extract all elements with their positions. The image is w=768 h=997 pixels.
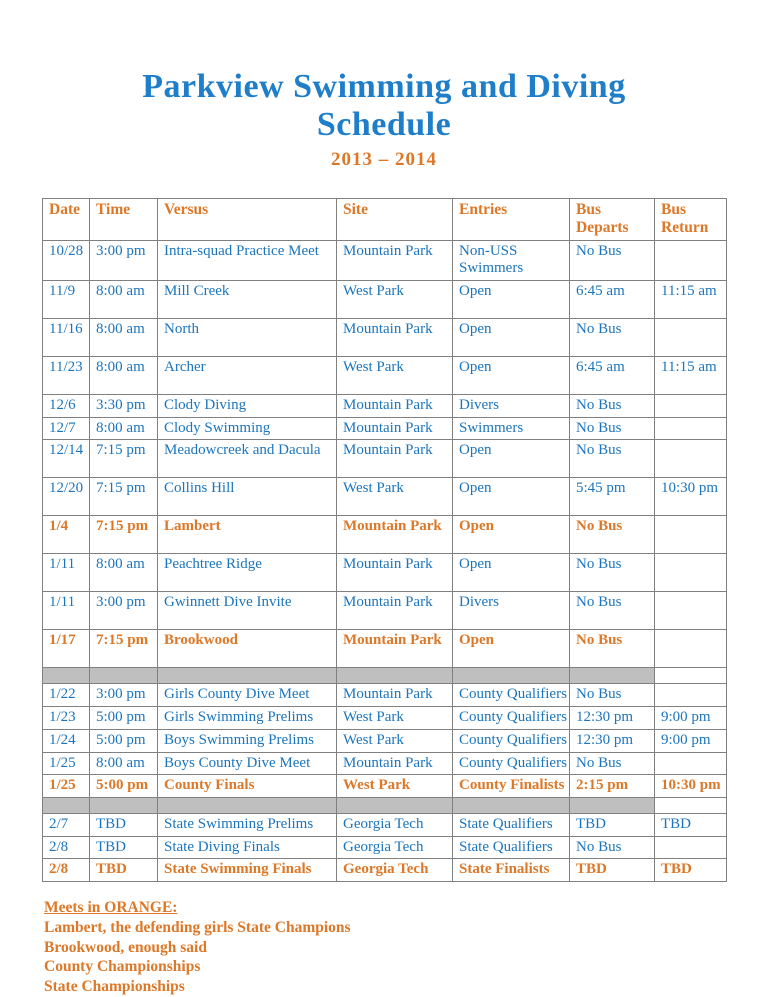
table-cell: Mountain Park [337,752,453,775]
table-cell: State Swimming Prelims [158,813,337,836]
table-cell: Open [453,440,570,478]
table-cell [158,668,337,684]
table-row [43,417,727,440]
column-header: Entries [453,199,570,241]
notes-line: State Championships [44,978,185,996]
table-row [43,729,727,752]
column-header: Time [90,199,158,241]
table-cell: Collins Hill [158,478,337,516]
table-cell: No Bus [570,630,655,668]
table-cell [453,668,570,684]
table-cell: Open [453,516,570,554]
table-cell: Non-USS Swimmers [453,240,570,280]
table-cell [655,684,727,707]
table-cell: 7:15 pm [90,478,158,516]
separator-row [43,797,727,813]
table-row [43,281,727,319]
notes-lines [44,918,768,997]
table-cell: Mountain Park [337,395,453,418]
page-title-line1: Parkview Swimming and Diving [142,68,626,105]
table-cell: 8:00 am [90,752,158,775]
table-cell: TBD [570,813,655,836]
table-cell: 1/24 [43,729,90,752]
column-header: Bus Return [655,199,727,241]
table-body [43,240,727,881]
table-cell: No Bus [570,440,655,478]
table-cell: 11/23 [43,357,90,395]
table-cell: Boys County Dive Meet [158,752,337,775]
table-cell: 10/28 [43,240,90,280]
table-cell: Mountain Park [337,240,453,280]
table-cell [655,319,727,357]
table-cell: State Qualifiers [453,813,570,836]
table-cell: Open [453,281,570,319]
table-cell: Mill Creek [158,281,337,319]
table-cell: Divers [453,395,570,418]
table-cell: 2/8 [43,859,90,882]
table-cell [655,797,727,813]
table-cell: Archer [158,357,337,395]
column-header: Date [43,199,90,241]
table-cell: No Bus [570,395,655,418]
table-cell: Mountain Park [337,592,453,630]
table-cell: Gwinnett Dive Invite [158,592,337,630]
table-cell: State Qualifiers [453,836,570,859]
table-cell: North [158,319,337,357]
table-row [43,395,727,418]
table-cell [90,797,158,813]
table-cell: 11/9 [43,281,90,319]
table-cell: West Park [337,775,453,798]
table-cell: Mountain Park [337,630,453,668]
table-row [43,752,727,775]
table-cell: Lambert [158,516,337,554]
table-cell: County Qualifiers [453,684,570,707]
table-cell: No Bus [570,684,655,707]
table-cell: State Swimming Finals [158,859,337,882]
table-cell: 7:15 pm [90,630,158,668]
table-cell: Mountain Park [337,440,453,478]
notes-line: Brookwood, enough said [44,938,207,956]
table-cell: West Park [337,357,453,395]
table-row [43,554,727,592]
notes-line: Lambert, the defending girls State Champions [44,918,351,936]
table-cell: TBD [655,859,727,882]
table-cell: 3:30 pm [90,395,158,418]
table-cell: 3:00 pm [90,592,158,630]
table-cell: Peachtree Ridge [158,554,337,592]
table-cell [90,668,158,684]
table-cell [655,440,727,478]
table-cell: Open [453,319,570,357]
table-cell: No Bus [570,417,655,440]
table-cell [43,797,90,813]
table-cell: County Finals [158,775,337,798]
table-cell: No Bus [570,836,655,859]
table-row [43,684,727,707]
table-cell: 3:00 pm [90,240,158,280]
table-cell: No Bus [570,516,655,554]
table-cell: Open [453,478,570,516]
table-cell [655,592,727,630]
table-cell [655,417,727,440]
table-row [43,859,727,882]
notes-heading: Meets in ORANGE: [44,898,178,916]
table-cell: 1/4 [43,516,90,554]
table-cell: 11:15 am [655,281,727,319]
table-cell: 6:45 am [570,281,655,319]
table-cell [655,630,727,668]
table-cell: 9:00 pm [655,729,727,752]
table-cell: 1/25 [43,752,90,775]
table-cell: Divers [453,592,570,630]
table-row [43,707,727,730]
table-cell: 7:15 pm [90,516,158,554]
table-cell: Swimmers [453,417,570,440]
table-cell: County Qualifiers [453,707,570,730]
table-row [43,240,727,280]
table-cell: Mountain Park [337,417,453,440]
table-cell: County Finalists [453,775,570,798]
table-cell: 5:00 pm [90,707,158,730]
table-cell: 12/20 [43,478,90,516]
table-cell [655,836,727,859]
table-cell: TBD [90,836,158,859]
table-cell: 7:15 pm [90,440,158,478]
table-cell [570,797,655,813]
table-cell [337,668,453,684]
table-cell: Intra-squad Practice Meet [158,240,337,280]
table-cell: 1/17 [43,630,90,668]
table-cell: Open [453,630,570,668]
table-cell: 5:00 pm [90,775,158,798]
table-cell [655,240,727,280]
column-header: Site [337,199,453,241]
table-cell [158,797,337,813]
table-cell: 8:00 am [90,417,158,440]
table-cell: TBD [90,859,158,882]
table-cell: West Park [337,729,453,752]
table-cell: Clody Swimming [158,417,337,440]
table-cell [43,668,90,684]
table-cell [655,668,727,684]
table-cell: 2:15 pm [570,775,655,798]
table-cell: TBD [90,813,158,836]
table-cell: 12:30 pm [570,707,655,730]
column-header: Versus [158,199,337,241]
table-cell [453,797,570,813]
table-cell: 8:00 am [90,319,158,357]
table-cell: TBD [570,859,655,882]
table-cell: Mountain Park [337,516,453,554]
table-cell: Georgia Tech [337,859,453,882]
table-row [43,319,727,357]
table-cell: Brookwood [158,630,337,668]
table-cell: West Park [337,707,453,730]
page-subtitle: 2013 – 2014 [331,149,437,171]
table-cell: No Bus [570,240,655,280]
table-cell: 12:30 pm [570,729,655,752]
table-cell: 6:45 am [570,357,655,395]
table-cell: 3:00 pm [90,684,158,707]
table-cell: Open [453,554,570,592]
column-header: Bus Departs [570,199,655,241]
table-row [43,630,727,668]
table-cell: Open [453,357,570,395]
table-cell: 8:00 am [90,554,158,592]
table-cell: 8:00 am [90,281,158,319]
table-cell [655,752,727,775]
table-cell: County Qualifiers [453,752,570,775]
page-title-line2: Schedule [316,106,452,144]
table-cell: West Park [337,478,453,516]
table-cell: 2/8 [43,836,90,859]
table-header-row [43,199,727,241]
table-cell: 10:30 pm [655,478,727,516]
table-cell: 1/11 [43,592,90,630]
table-cell: Meadowcreek and Dacula [158,440,337,478]
table-cell: Mountain Park [337,319,453,357]
table-cell [655,516,727,554]
table-cell: 11:15 am [655,357,727,395]
table-cell [655,554,727,592]
table-row [43,592,727,630]
table-cell: 1/23 [43,707,90,730]
notes [44,898,768,997]
table-cell: Mountain Park [337,684,453,707]
table-cell: No Bus [570,554,655,592]
table-cell [337,797,453,813]
table-cell: Georgia Tech [337,836,453,859]
table-cell: Boys Swimming Prelims [158,729,337,752]
schedule-table [42,198,727,882]
table-cell: 12/14 [43,440,90,478]
table-cell: 1/22 [43,684,90,707]
table-cell [570,668,655,684]
table-row [43,516,727,554]
notes-line: County Championships [44,958,201,976]
table-cell: Mountain Park [337,554,453,592]
table-cell: 8:00 am [90,357,158,395]
table-cell: 12/7 [43,417,90,440]
table-cell: County Qualifiers [453,729,570,752]
table-row [43,478,727,516]
table-cell: 2/7 [43,813,90,836]
table-cell: 1/11 [43,554,90,592]
table-row [43,775,727,798]
table-row [43,813,727,836]
table-cell: Georgia Tech [337,813,453,836]
table-row [43,357,727,395]
table-cell: No Bus [570,319,655,357]
page-title [0,0,768,144]
table-cell: Girls County Dive Meet [158,684,337,707]
table-cell: 5:00 pm [90,729,158,752]
table-cell: 1/25 [43,775,90,798]
table-cell: 5:45 pm [570,478,655,516]
table-row [43,836,727,859]
table-cell: Clody Diving [158,395,337,418]
table-cell: Girls Swimming Prelims [158,707,337,730]
table-cell: West Park [337,281,453,319]
table-cell: No Bus [570,752,655,775]
table-cell: 12/6 [43,395,90,418]
table-cell [655,395,727,418]
table-cell: State Diving Finals [158,836,337,859]
table-cell: No Bus [570,592,655,630]
table-cell: State Finalists [453,859,570,882]
separator-row [43,668,727,684]
table-cell: TBD [655,813,727,836]
table-cell: 10:30 pm [655,775,727,798]
table-cell: 9:00 pm [655,707,727,730]
table-row [43,440,727,478]
table-cell: 11/16 [43,319,90,357]
